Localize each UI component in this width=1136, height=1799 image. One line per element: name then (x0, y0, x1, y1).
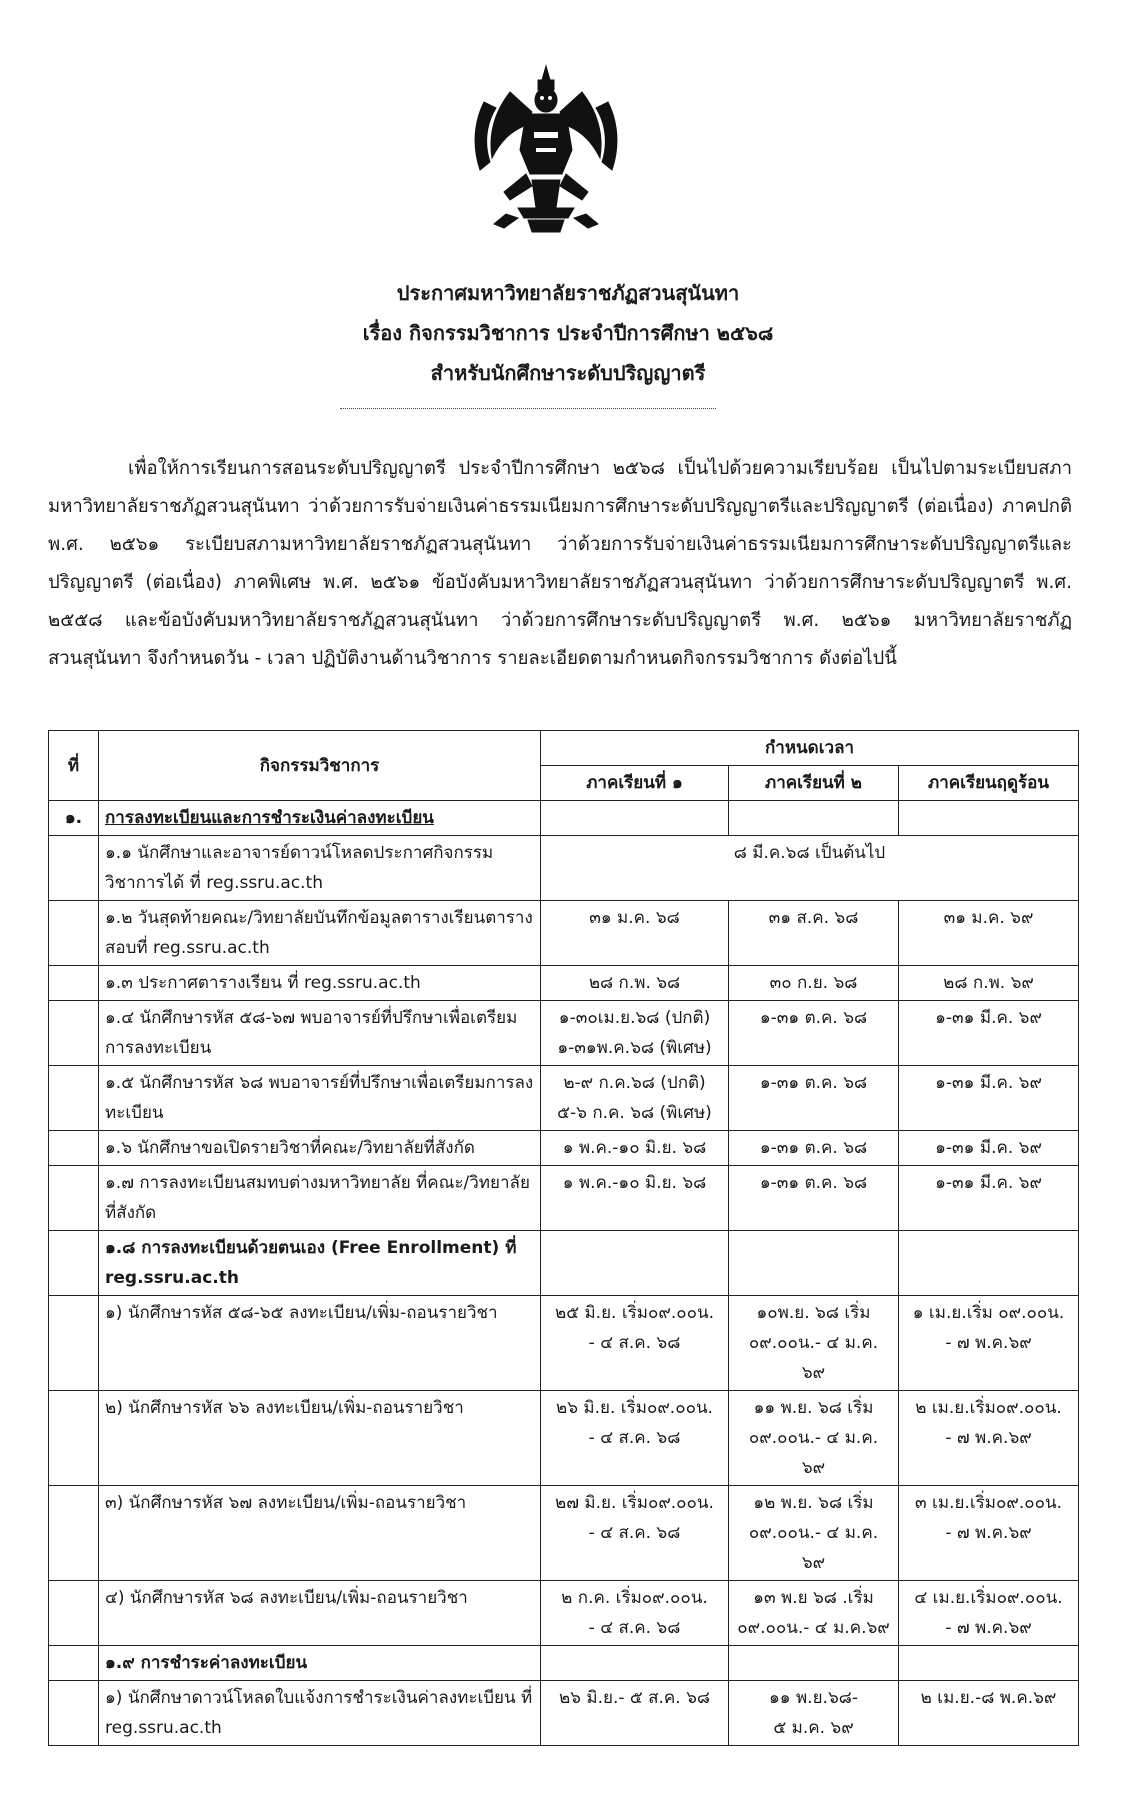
date-cell: ๑-๓๑ ต.ค. ๖๘ (729, 1131, 899, 1166)
intro-text: เพื่อให้การเรียนการสอนระดับปริญญาตรี ประจำปีการศึกษา ๒๕๖๘ เป็นไปด้วยความเรียบร้อย เป็นไปตามระเบียบสภามหาวิทยาลัยราชภัฏสวนสุนันทา ว่าด้วยการรับจ่ายเงินค่าธรรมเนียมการศึกษาระดับปริญญาตรีและปริญญาตรี (ต่อเนื่อง) ภาคปกติ พ.ศ. ๒๕๖๑ ระเบียบสภามหาวิทยาลัยราชภัฏสวนสุนันทา ว่าด้วยการรับจ่ายเงินค่าธรรมเนียมการศึกษาระดับปริญญาตรีและปริญญาตรี (ต่อเนื่อง) ภาคพิเศษ พ.ศ. ๒๕๖๑ ข้อบังคับมหาวิทยาลัยราชภัฏสวนสุนันทา ว่าด้วยการศึกษาระดับปริญญาตรี พ.ศ. ๒๕๕๘ และข้อบังคับมหาวิทยาลัยราชภัฏสวนสุนันทา ว่าด้วยการศึกษาระดับปริญญาตรี พ.ศ. ๒๕๖๑ มหาวิทยาลัยราชภัฏสวนสุนันทา จึงกำหนดวัน - เวลา ปฏิบัติงานด้านวิชาการ รายละเอียดตามกำหนดกิจกรรมวิชาการ ดังต่อไปนี้ (48, 458, 1072, 669)
table-row (49, 901, 1079, 966)
date-cell: ๑๓ พ.ย ๖๘ .เริ่ม ๐๙.๐๐น.- ๔ ม.ค.๖๙ (729, 1581, 899, 1646)
date-cell: ๒๗ มิ.ย. เริ่ม๐๙.๐๐น. - ๔ ส.ค. ๖๘ (541, 1486, 729, 1581)
activity-cell: ๓) นักศึกษารหัส ๖๗ ลงทะเบียน/เพิ่ม-ถอนรายวิชา (99, 1486, 541, 1581)
date-cell: ๑ เม.ย.เริ่ม ๐๙.๐๐น. - ๗ พ.ค.๖๙ (899, 1296, 1079, 1391)
date-cell: ๓๑ ม.ค. ๖๙ (899, 901, 1079, 966)
garuda-emblem (466, 62, 626, 238)
activity-cell: ๑.๓ ประกาศตารางเรียน ที่ reg.ssru.ac.th (99, 966, 541, 1001)
date-cell: ๑-๓๐เม.ย.๖๘ (ปกติ) ๑-๓๑พ.ค.๖๘ (พิเศษ) (541, 1001, 729, 1066)
table-row (49, 1581, 1079, 1646)
table-row (49, 1166, 1079, 1231)
date-cell: ๑๒ พ.ย. ๖๘ เริ่ม ๐๙.๐๐น.- ๔ ม.ค. ๖๙ (729, 1486, 899, 1581)
date-cell: ๓๑ ม.ค. ๖๘ (541, 901, 729, 966)
activity-cell: ๑) นักศึกษารหัส ๕๘-๖๕ ลงทะเบียน/เพิ่ม-ถอนรายวิชา (99, 1296, 541, 1391)
date-cell-all: ๘ มี.ค.๖๘ เป็นต้นไป (541, 836, 1079, 901)
header-sem2: ภาคเรียนที่ ๒ (729, 766, 899, 801)
date-cell: ๒ ก.ค. เริ่ม๐๙.๐๐น. - ๔ ส.ค. ๖๘ (541, 1581, 729, 1646)
table-row (49, 1066, 1079, 1131)
table-header-row (49, 731, 1079, 766)
activity-cell: ๑.๒ วันสุดท้ายคณะ/วิทยาลัยบันทึกข้อมูลตารางเรียนตารางสอบที่ reg.ssru.ac.th (99, 901, 541, 966)
table-row (49, 1231, 1079, 1296)
table-row (49, 801, 1079, 836)
date-cell: ๑-๓๑ มี.ค. ๖๙ (899, 1066, 1079, 1131)
date-cell: ๒๖ มิ.ย. เริ่ม๐๙.๐๐น. - ๔ ส.ค. ๖๘ (541, 1391, 729, 1486)
subsection-title: ๑.๘ การลงทะเบียนด้วยตนเอง (Free Enrollment) ที่ reg.ssru.ac.th (99, 1231, 541, 1296)
activity-cell: ๒) นักศึกษารหัส ๖๖ ลงทะเบียน/เพิ่ม-ถอนรายวิชา (99, 1391, 541, 1486)
header-activity: กิจกรรมวิชาการ (99, 731, 541, 801)
section-title: การลงทะเบียนและการชำระเงินค่าลงทะเบียน (105, 808, 434, 828)
date-cell: ๒๘ ก.พ. ๖๘ (541, 966, 729, 1001)
subsection-title: ๑.๙ การชำระค่าลงทะเบียน (99, 1646, 541, 1681)
date-cell: ๒๕ มิ.ย. เริ่ม๐๙.๐๐น. - ๔ ส.ค. ๖๘ (541, 1296, 729, 1391)
date-cell: ๔ เม.ย.เริ่ม๐๙.๐๐น. - ๗ พ.ค.๖๙ (899, 1581, 1079, 1646)
date-cell: ๑-๓๑ ต.ค. ๖๘ (729, 1066, 899, 1131)
dotted-divider (340, 408, 716, 409)
table-row (49, 1131, 1079, 1166)
table-row (49, 1391, 1079, 1486)
table-row (49, 1296, 1079, 1391)
activity-cell: ๑.๕ นักศึกษารหัส ๖๘ พบอาจารย์ที่ปรึกษาเพื่อเตรียมการลงทะเบียน (99, 1066, 541, 1131)
activity-cell: ๑) นักศึกษาดาวน์โหลดใบแจ้งการชำระเงินค่าลงทะเบียน ที่ reg.ssru.ac.th (99, 1681, 541, 1746)
table-row (49, 1486, 1079, 1581)
header-schedule: กำหนดเวลา (541, 731, 1079, 766)
date-cell: ๑๑ พ.ย. ๖๘ เริ่ม ๐๙.๐๐น.- ๔ ม.ค. ๖๙ (729, 1391, 899, 1486)
table-row (49, 1646, 1079, 1681)
activity-cell: ๑.๖ นักศึกษาขอเปิดรายวิชาที่คณะ/วิทยาลัยที่สังกัด (99, 1131, 541, 1166)
date-cell: ๒๖ มิ.ย.- ๕ ส.ค. ๖๘ (541, 1681, 729, 1746)
table-row (49, 1001, 1079, 1066)
activity-cell: ๑.๑ นักศึกษาและอาจารย์ดาวน์โหลดประกาศกิจกรรมวิชาการได้ ที่ reg.ssru.ac.th (99, 836, 541, 901)
header-no: ที่ (49, 731, 99, 801)
activity-cell: ๔) นักศึกษารหัส ๖๘ ลงทะเบียน/เพิ่ม-ถอนรายวิชา (99, 1581, 541, 1646)
header-sem1: ภาคเรียนที่ ๑ (541, 766, 729, 801)
intro-paragraph (48, 450, 1072, 678)
header-summer: ภาคเรียนฤดูร้อน (899, 766, 1079, 801)
date-cell: ๒ เม.ย.-๘ พ.ค.๖๙ (899, 1681, 1079, 1746)
announcement-audience: สำหรับนักศึกษาระดับปริญญาตรี (430, 361, 706, 385)
date-cell: ๑ พ.ค.-๑๐ มิ.ย. ๖๘ (541, 1131, 729, 1166)
schedule-table (48, 730, 1079, 1746)
activity-cell: ๑.๔ นักศึกษารหัส ๕๘-๖๗ พบอาจารย์ที่ปรึกษาเพื่อเตรียมการลงทะเบียน (99, 1001, 541, 1066)
date-cell: ๑-๓๑ มี.ค. ๖๙ (899, 1166, 1079, 1231)
announcement-title: ประกาศมหาวิทยาลัยราชภัฏสวนสุนันทา (396, 281, 740, 305)
date-cell: ๑-๓๑ ต.ค. ๖๘ (729, 1166, 899, 1231)
table-row (49, 836, 1079, 901)
activity-cell: ๑.๗ การลงทะเบียนสมทบต่างมหาวิทยาลัย ที่คณะ/วิทยาลัยที่สังกัด (99, 1166, 541, 1231)
date-cell: ๒๘ ก.พ. ๖๙ (899, 966, 1079, 1001)
date-cell: ๒ เม.ย.เริ่ม๐๙.๐๐น. - ๗ พ.ค.๖๙ (899, 1391, 1079, 1486)
date-cell: ๑๑ พ.ย.๖๘- ๕ ม.ค. ๖๙ (729, 1681, 899, 1746)
table-row (49, 966, 1079, 1001)
date-cell: ๓๐ ก.ย. ๖๘ (729, 966, 899, 1001)
date-cell: ๑ พ.ค.-๑๐ มิ.ย. ๖๘ (541, 1166, 729, 1231)
announcement-subject: เรื่อง กิจกรรมวิชาการ ประจำปีการศึกษา ๒๕๖๘ (362, 321, 774, 345)
section-number: ๑. (49, 801, 99, 836)
date-cell: ๓๑ ส.ค. ๖๘ (729, 901, 899, 966)
date-cell: ๑๐พ.ย. ๖๘ เริ่ม ๐๙.๐๐น.- ๔ ม.ค. ๖๙ (729, 1296, 899, 1391)
date-cell: ๑-๓๑ ต.ค. ๖๘ (729, 1001, 899, 1066)
date-cell: ๓ เม.ย.เริ่ม๐๙.๐๐น. - ๗ พ.ค.๖๙ (899, 1486, 1079, 1581)
table-row (49, 1681, 1079, 1746)
date-cell: ๑-๓๑ มี.ค. ๖๙ (899, 1131, 1079, 1166)
date-cell: ๒-๙ ก.ค.๖๘ (ปกติ) ๕-๖ ก.ค. ๖๘ (พิเศษ) (541, 1066, 729, 1131)
date-cell: ๑-๓๑ มี.ค. ๖๙ (899, 1001, 1079, 1066)
